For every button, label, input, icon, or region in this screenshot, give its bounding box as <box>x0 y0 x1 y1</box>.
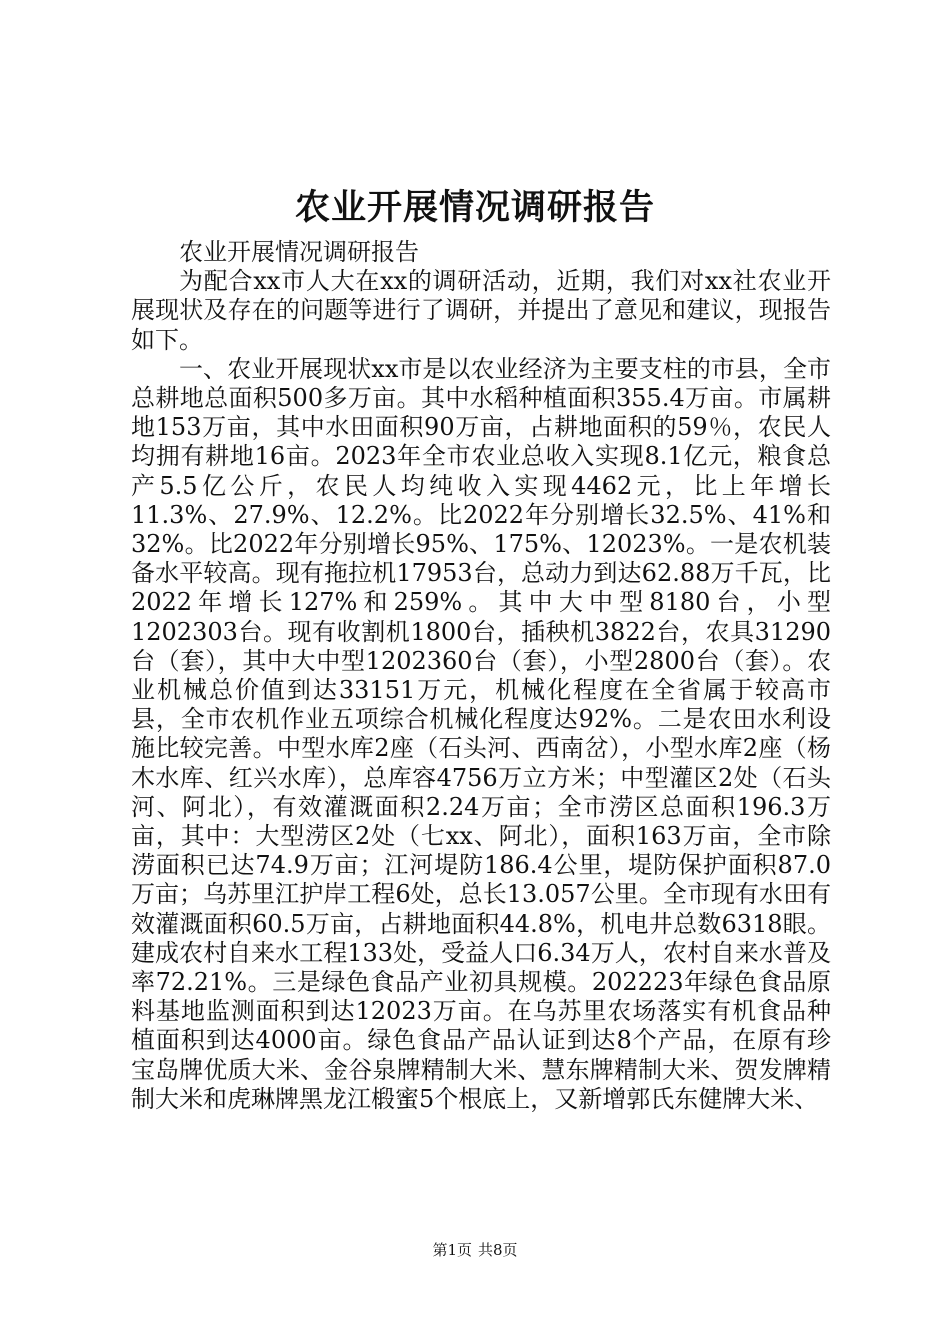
body-paragraph-subtitle: 农业开展情况调研报告 <box>179 238 419 266</box>
body-paragraph-intro: 为配合xx市人大在xx的调研活动，近期，我们对xx社农业开展现状及存在的问题等进行了调研，并提出了意见和建议，现报告如下。 <box>131 267 831 354</box>
document-body <box>131 238 831 1114</box>
body-paragraph-status: 一、农业开展现状xx市是以农业经济为主要支柱的市县，全市总耕地总面积500多万亩。其中水稻种植面积355.4万亩。市属耕地153万亩，其中水田面积90万亩，占耕地面积的59％，农民人均拥有耕地16亩。2023年全市农业总收入实现8.1亿元，粮食总产5.5亿公斤，农民人均纯收入实现4462元，比上年增长11.3%、27.9%、12.2%。比2022年分别增长32.5%、41%和32%。比2022年分别增长95%、175%、12023%。一是农机装备水平较高。现有拖拉机17953台，总动力到达62.88万千瓦，比2022年增长127%和259%。其中大中型8180台，小型1202303台。现有收割机1800台，插秧机3822台，农具31290台（套），其中大中型1202360台（套），小型2800台（套）。农业机械总价值到达33151万元，机械化程度在全省属于较高市县，全市农机作业五项综合机械化程度达92%。二是农田水利设施比较完善。中型水库2座（石头河、西南岔），小型水库2座（杨木水库、红兴水库），总库容4756万立方米；中型灌区2处（石头河、阿北），有效灌溉面积2.24万亩；全市涝区总面积196.3万亩，其中：大型涝区2处（七xx、阿北），面积163万亩，全市除涝面积已达74.9万亩；江河堤防186.4公里，堤防保护面积87.0万亩；乌苏里江护岸工程6处，总长13.057公里。全市现有水田有效灌溉面积60.5万亩，占耕地面积44.8%，机电井总数6318眼。建成农村自来水工程133处，受益人口6.34万人，农村自来水普及率72.21%。三是绿色食品产业初具规模。202223年绿色食品原料基地监测面积到达12023万亩。在乌苏里农场落实有机食品种植面积到达4000亩。绿色食品产品认证到达8个产品，在原有珍宝岛牌优质大米、金谷泉牌精制大米、慧东牌精制大米、贺发牌精制大米和虎琳牌黑龙江椴蜜5个根底上，又新增郭氏东健牌大米、 <box>131 354 831 1113</box>
document-title: 农业开展情况调研报告 <box>294 187 655 228</box>
page-number: 第1页 <box>432 1241 472 1259</box>
page-footer <box>0 1240 950 1260</box>
page-total: 共8页 <box>478 1241 518 1259</box>
